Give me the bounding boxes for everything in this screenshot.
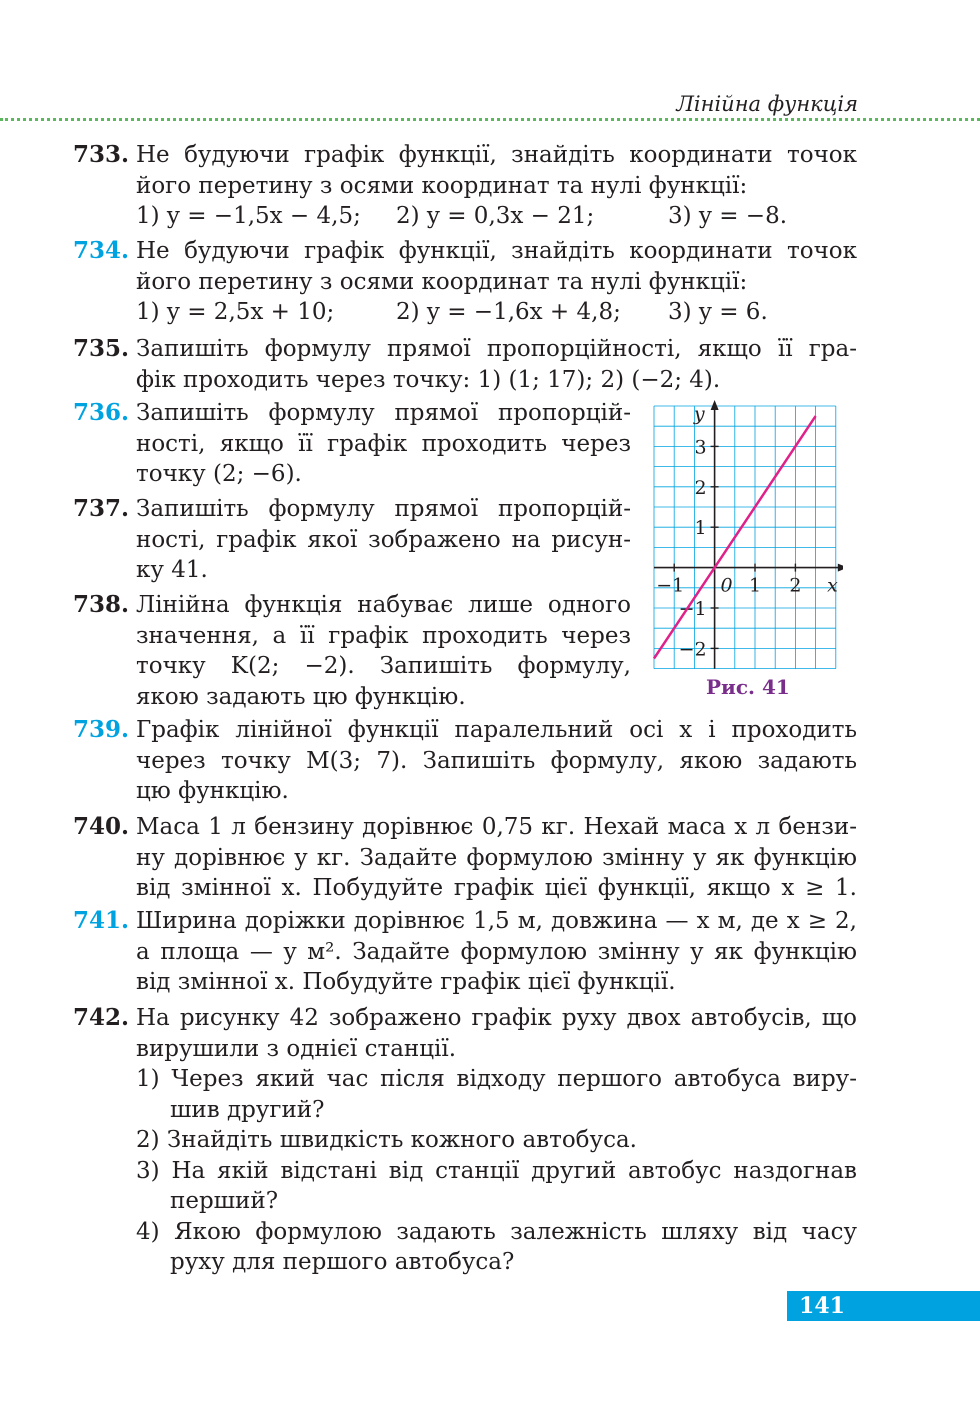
y-tick-label: 1 bbox=[694, 517, 707, 540]
question-2: 2) Знайдіть швидкість кожного автобуса. bbox=[136, 1127, 637, 1153]
grid bbox=[654, 406, 836, 669]
running-header: Лінійна функція bbox=[676, 92, 858, 116]
problem-text-line: Запишіть формулу прямої пропорцій- bbox=[136, 496, 631, 522]
y-tick-label: −2 bbox=[678, 638, 707, 661]
y-tick-label: −1 bbox=[678, 598, 707, 620]
problem-text-line: точку (2; −6). bbox=[136, 461, 302, 487]
problem-text-line: його перетину з осями координат та нулі функції: bbox=[136, 172, 748, 199]
problem-text-line: його перетину з осями координат та нулі функції: bbox=[136, 268, 748, 295]
problem-text-line: Запишіть формулу прямої пропорційності, якщо її гра- bbox=[136, 336, 857, 362]
x-axis-label: x bbox=[827, 574, 838, 597]
problem-text-line: Маса 1 л бензину дорівнює 0,75 кг. Нехай маса x л бензи- bbox=[136, 814, 857, 840]
question-1: 1) Через який час після відходу першого автобуса виру- bbox=[136, 1066, 857, 1092]
x-tick-label: 1 bbox=[748, 574, 762, 597]
tick-labels bbox=[656, 403, 838, 660]
y-tick-label: 3 bbox=[694, 436, 707, 459]
problem-number: 738. bbox=[73, 591, 130, 618]
x-tick-label: 2 bbox=[789, 574, 802, 597]
question-1-cont: шив другий? bbox=[170, 1096, 325, 1123]
problem-text-line: через точку M(3; 7). Запишіть формулу, якою задають bbox=[136, 747, 857, 774]
problem-734 bbox=[73, 236, 857, 328]
problem-742 bbox=[73, 1003, 857, 1278]
page-number: 141 bbox=[799, 1293, 845, 1319]
problem-736 bbox=[73, 398, 631, 490]
problem-text-line: від змінної x. Побудуйте графік цієї функції. bbox=[136, 969, 676, 995]
problem-text-line: вирушили з однієї станції. bbox=[136, 1035, 457, 1062]
problem-number: 734. bbox=[73, 237, 130, 264]
question-3: 3) На якій відстані від станції другий автобус наздогнав bbox=[136, 1157, 857, 1184]
option-3: 3) y = −8. bbox=[668, 203, 788, 229]
problem-text-line: Ширина доріжки дорівнює 1,5 м, довжина — x м, де x ≥ 2, bbox=[136, 908, 857, 934]
problem-733 bbox=[73, 140, 857, 232]
problem-text-line: Лінійна функція набуває лише одного bbox=[136, 592, 631, 618]
problem-text-line: Графік лінійної функції паралельний осі x і проходить bbox=[136, 717, 857, 743]
problem-number: 736. bbox=[73, 399, 130, 426]
y-tick-label: 2 bbox=[694, 476, 707, 499]
problem-text-line: Запишіть формулу прямої пропорцій- bbox=[136, 400, 631, 426]
option-1: 1) y = 2,5x + 10; bbox=[136, 299, 335, 325]
x-tick-label: −1 bbox=[656, 574, 685, 597]
origin-label: 0 bbox=[720, 574, 733, 597]
problem-738 bbox=[73, 590, 631, 712]
problem-text-line: значення, а її графік проходить через bbox=[136, 622, 631, 649]
question-4: 4) Якою формулою задають залежність шляху від часу bbox=[136, 1218, 857, 1245]
problem-text-line: Не будуючи графік функції, знайдіть координати точок bbox=[136, 142, 857, 168]
problem-number: 737. bbox=[73, 495, 130, 522]
problem-text-line: ку 41. bbox=[136, 557, 208, 583]
problem-text-line: ності, графік якої зображено на рисун- bbox=[136, 526, 631, 553]
problem-text-line: цю функцію. bbox=[136, 778, 289, 804]
problem-text-line: ну дорівнює y кг. Задайте формулою змінну y як функцію bbox=[136, 844, 857, 871]
problem-text-line: від змінної x. Побудуйте графік цієї функції, якщо x ≥ 1. bbox=[136, 875, 857, 901]
y-axis-label: y bbox=[693, 403, 705, 425]
problem-options bbox=[136, 297, 857, 328]
problem-options bbox=[136, 201, 857, 232]
question-3-cont: перший? bbox=[170, 1188, 279, 1214]
y-axis-arrow bbox=[711, 400, 719, 410]
problem-text-line: якою задають цю функцію. bbox=[136, 683, 466, 710]
figure-41 bbox=[648, 400, 843, 675]
problem-740 bbox=[73, 812, 857, 904]
header-divider bbox=[0, 118, 980, 121]
problem-number: 742. bbox=[73, 1004, 130, 1031]
problem-text-line: фік проходить через точку: 1) (1; 17); 2) (−2; 4). bbox=[136, 366, 721, 393]
problem-text-line: а площа — y м². Задайте формулою змінну y як функцію bbox=[136, 938, 857, 965]
problem-number: 733. bbox=[73, 141, 130, 168]
problem-text-line: На рисунку 42 зображено графік руху двох автобусів, що bbox=[136, 1005, 857, 1031]
problem-737 bbox=[73, 494, 631, 586]
option-3: 3) y = 6. bbox=[668, 299, 768, 325]
problem-text-line: Не будуючи графік функції, знайдіть координати точок bbox=[136, 238, 857, 264]
figure-caption: Рис. 41 bbox=[706, 675, 790, 699]
option-2: 2) y = 0,3x − 21; bbox=[396, 203, 595, 229]
option-2: 2) y = −1,6x + 4,8; bbox=[396, 299, 621, 325]
problem-number: 735. bbox=[73, 335, 130, 362]
option-1: 1) y = −1,5x − 4,5; bbox=[136, 203, 361, 229]
x-axis-arrow bbox=[838, 564, 843, 572]
page-number-bar bbox=[787, 1291, 980, 1321]
question-4-cont: руху для першого автобуса? bbox=[170, 1249, 515, 1275]
problem-number: 739. bbox=[73, 716, 130, 743]
problem-735 bbox=[73, 334, 857, 395]
problem-text-line: ності, якщо її графік проходить через bbox=[136, 430, 631, 457]
problem-text-line: точку K(2; −2). Запишіть формулу, bbox=[136, 653, 631, 679]
problem-741 bbox=[73, 906, 857, 998]
problem-number: 741. bbox=[73, 907, 130, 934]
problem-739 bbox=[73, 715, 857, 807]
problem-number: 740. bbox=[73, 813, 130, 840]
